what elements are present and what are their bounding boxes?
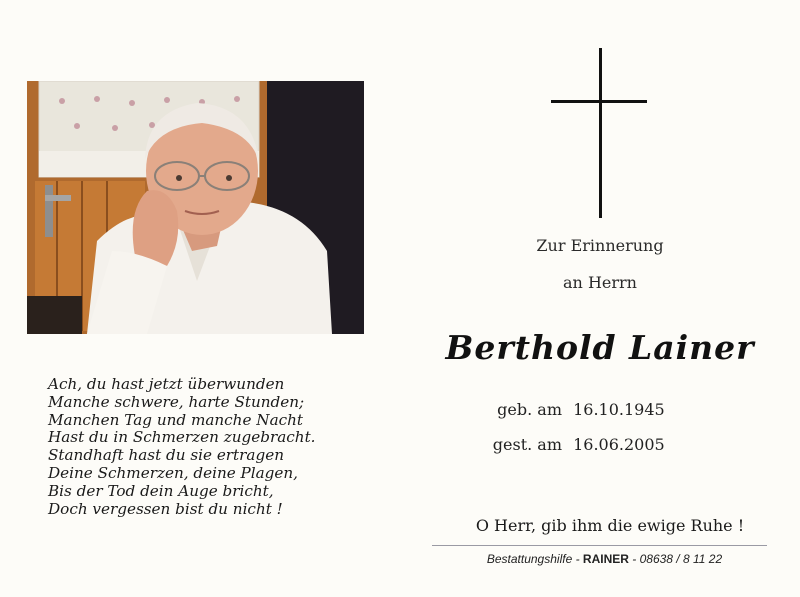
birth-label: geb. am [497,400,562,419]
footer-brand: RAINER [582,552,629,566]
deceased-name: Berthold Lainer [445,328,755,367]
poem-line: Standhaft hast du sie ertragen [48,446,284,465]
poem-line: Doch vergessen bist du nicht ! [48,499,283,518]
footer-prefix: Bestattungshilfe - [486,552,583,566]
blessing-text: O Herr, gib ihm die ewige Ruhe ! [475,516,745,535]
birth-date-row [470,400,730,419]
poem-line: Manchen Tag und manche Nacht [48,410,304,429]
intro-line-1: Zur Erinnerung [536,236,664,255]
poem-line: Hast du in Schmerzen zugebracht. [48,428,316,447]
cross-icon [549,48,649,218]
portrait-photo [27,81,364,334]
poem-line: Deine Schmerzen, deine Plagen, [48,463,299,482]
poem [48,376,368,518]
birth-date: 16.10.1945 [573,400,665,419]
poem-line: Ach, du hast jetzt überwunden [48,375,285,393]
funeral-home-footer [432,552,777,566]
death-date: 16.06.2005 [573,435,665,454]
intro-line-2: an Herrn [563,273,637,292]
poem-line: Bis der Tod dein Auge bricht, [48,481,274,500]
footer-phone: - 08638 / 8 11 22 [628,552,723,566]
poem-line: Manche schwere, harte Stunden; [48,392,305,411]
death-date-row [470,435,730,454]
divider [432,545,767,546]
death-label: gest. am [492,435,562,454]
